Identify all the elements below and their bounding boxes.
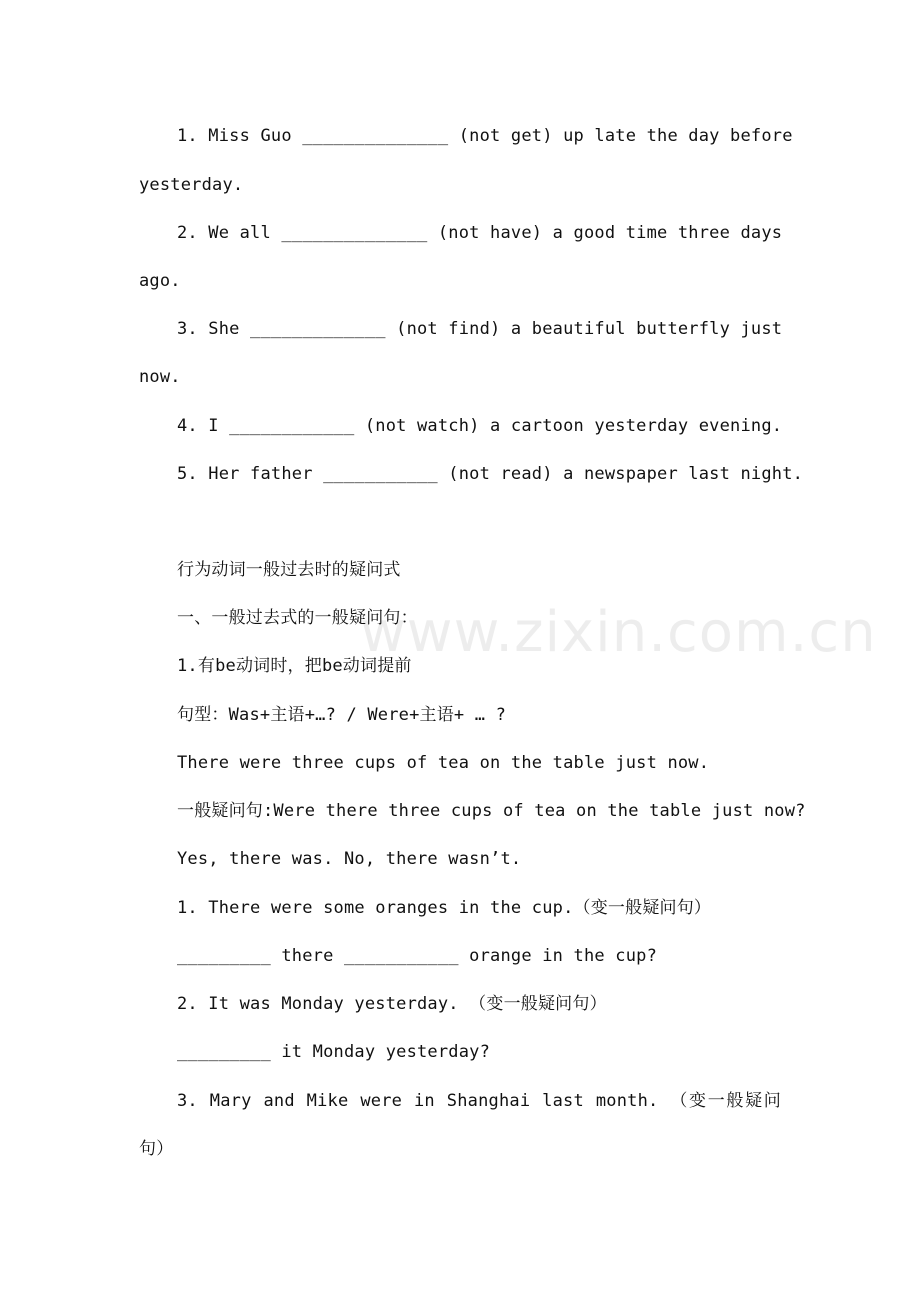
watermark: www.zixin.com.cn bbox=[360, 600, 877, 665]
sentence-pattern: 句型：Was+主语+…? / Were+主语+ … ? bbox=[177, 705, 507, 725]
exercise-a-item-1-line-1: 1. Miss Guo ______________ (not get) up late the day before bbox=[177, 126, 793, 146]
example-statement: There were three cups of tea on the table just now. bbox=[177, 753, 710, 773]
exercise-a-item-2-line-2: ago. bbox=[139, 271, 181, 291]
exercise-b-item-1-answer: _________ there ___________ orange in the cup? bbox=[177, 946, 658, 966]
exercise-a-item-1-line-2: yesterday. bbox=[139, 175, 244, 195]
exercise-a-item-4: 4. I ____________ (not watch) a cartoon yesterday evening. bbox=[177, 416, 783, 436]
section-subheading: 一、一般过去式的一般疑问句： bbox=[177, 608, 418, 628]
exercise-b-item-2-answer: _________ it Monday yesterday? bbox=[177, 1042, 491, 1062]
exercise-b-item-3-line-2: 句） bbox=[139, 1139, 174, 1159]
example-question: 一般疑问句:Were there three cups of tea on the table just now? bbox=[177, 801, 806, 821]
exercise-b-item-3-line-1: 3. Mary and Mike were in Shanghai last month. （变一般疑问 bbox=[177, 1091, 781, 1111]
section-heading: 行为动词一般过去时的疑问式 bbox=[177, 560, 401, 580]
exercise-a-item-2-line-1: 2. We all ______________ (not have) a good time three days bbox=[177, 223, 783, 243]
rule-1: 1.有be动词时，把be动词提前 bbox=[177, 656, 412, 676]
exercise-a-item-5: 5. Her father ___________ (not read) a newspaper last night. bbox=[177, 464, 804, 484]
exercise-a-item-3-line-1: 3. She _____________ (not find) a beautiful butterfly just bbox=[177, 319, 783, 339]
exercise-b-item-2-prompt: 2. It was Monday yesterday. （变一般疑问句） bbox=[177, 994, 607, 1014]
exercise-b-item-1-prompt: 1. There were some oranges in the cup.（变一般疑问句） bbox=[177, 898, 712, 918]
example-answers: Yes, there was. No, there wasn’t. bbox=[177, 849, 522, 869]
exercise-a-item-3-line-2: now. bbox=[139, 367, 181, 387]
